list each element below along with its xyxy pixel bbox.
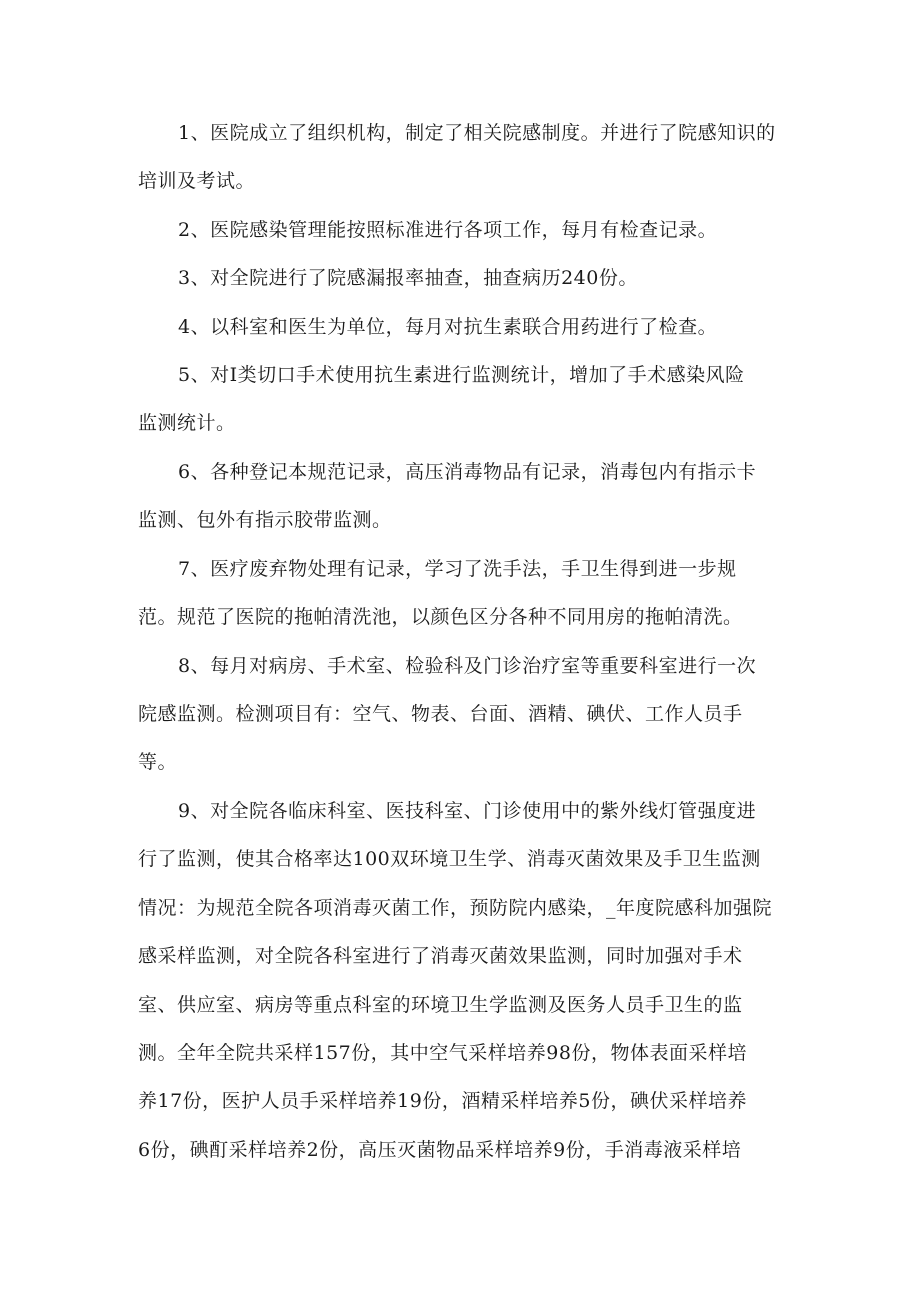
paragraph-9-line-5: 室、供应室、病房等重点科室的环境卫生学监测及医务人员手卫生的监: [138, 994, 743, 1016]
paragraph-9-line-4: 感采样监测，对全院各科室进行了消毒灭菌效果监测，同时加强对手术: [138, 945, 743, 967]
paragraph-9-line-1: 9、对全院各临床科室、医技科室、门诊使用中的紫外线灯管强度进: [178, 800, 757, 822]
paragraph-6-line-1: 6、各种登记本规范记录，高压消毒物品有记录，消毒包内有指示卡: [178, 461, 757, 483]
paragraph-2-line-1: 2、医院感染管理能按照标准进行各项工作，每月有检查记录。: [178, 219, 718, 241]
paragraph-9-line-8: 6份，碘酊采样培养2份，高压灭菌物品采样培养9份，手消毒液采样培: [138, 1139, 742, 1161]
paragraph-7-line-2: 范。规范了医院的拖帕清洗池，以颜色区分各种不同用房的拖帕清洗。: [138, 606, 743, 628]
paragraph-1-line-2: 培训及考试。: [138, 170, 256, 192]
paragraph-8-line-2: 院感监测。检测项目有：空气、物表、台面、酒精、碘伏、工作人员手: [138, 703, 743, 725]
paragraph-1-line-1: 1、医院成立了组织机构，制定了相关院感制度。并进行了院感知识的: [178, 122, 776, 144]
paragraph-8-line-3: 等。: [138, 751, 178, 773]
paragraph-9-line-6: 测。全年全院共采样157份，其中空气采样培养98份，物体表面采样培: [138, 1042, 747, 1064]
paragraph-6-line-2: 监测、包外有指示胶带监测。: [138, 509, 392, 531]
paragraph-5-line-1: 5、对Ⅰ类切口手术使用抗生素进行监测统计，增加了手术感染风险: [178, 364, 745, 386]
paragraph-5-line-2: 监测统计。: [138, 412, 236, 434]
paragraph-4-line-1: 4、以科室和医生为单位，每月对抗生素联合用药进行了检查。: [178, 316, 718, 338]
paragraph-9-line-2: 行了监测，使其合格率达100双环境卫生学、消毒灭菌效果及手卫生监测: [138, 848, 761, 870]
paragraph-9-line-3: 情况：为规范全院各项消毒灭菌工作，预防院内感染，_年度院感科加强院: [138, 897, 773, 919]
paragraph-7-line-1: 7、医疗废弃物处理有记录，学习了洗手法，手卫生得到进一步规: [178, 558, 737, 580]
paragraph-8-line-1: 8、每月对病房、手术室、检验科及门诊治疗室等重要科室进行一次: [178, 655, 757, 677]
paragraph-3-line-1: 3、对全院进行了院感漏报率抽查，抽查病历240份。: [178, 267, 638, 289]
paragraph-9-line-7: 养17份，医护人员手采样培养19份，酒精采样培养5份，碘伏采样培养: [138, 1090, 747, 1112]
